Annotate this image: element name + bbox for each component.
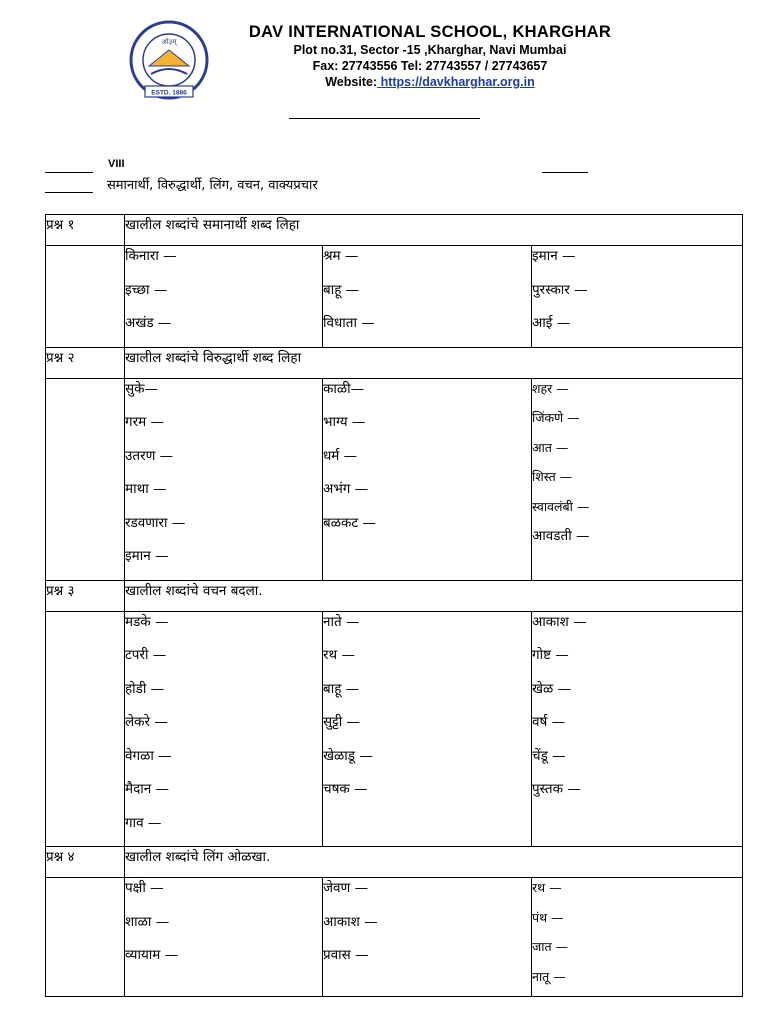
word-item: जिंकणे — [532, 410, 580, 425]
blank-line-roll [542, 172, 588, 173]
word-item: स्वावलंबी — [532, 498, 590, 514]
worksheet-topic: समानार्थी, विरुद्धार्थी, लिंग, वचन, वाक्यप्रचार [107, 178, 318, 193]
question-header-row [46, 347, 743, 378]
question-header-row [46, 847, 743, 878]
word-item: काळी— [323, 380, 365, 397]
word-item: बाहू — [323, 680, 360, 697]
word-item: प्रवास — [323, 947, 369, 963]
question-text: खालील शब्दांचे विरुद्धार्थी शब्द लिहा [125, 347, 743, 378]
worksheet-table [45, 214, 743, 997]
word-item: किनारा — [125, 248, 177, 264]
word-item: मडके — [125, 613, 169, 630]
answer-row [46, 611, 743, 847]
title-blank-line [289, 118, 480, 119]
question-number: प्रश्न ३ [46, 580, 125, 611]
answer-row [46, 378, 743, 580]
word-item: आत — [532, 439, 569, 455]
word-item: रथ — [532, 880, 562, 895]
word-item: गरम — [125, 414, 164, 430]
question-header-row [46, 215, 743, 246]
word-item: आकाश — [532, 613, 587, 630]
empty-number-cell [46, 246, 125, 348]
question-text: खालील शब्दांचे समानार्थी शब्द लिहा [125, 215, 743, 246]
word-item: रथ — [323, 647, 355, 663]
word-item: होडी — [125, 680, 165, 697]
word-item: वर्ष — [532, 714, 566, 730]
answer-cell-col3 [532, 378, 743, 580]
website-link[interactable]: https://davkharghar.org.in [377, 75, 535, 89]
word-item: भाग्य — [323, 414, 366, 430]
word-item: रडवणारा — [125, 514, 186, 531]
word-item: सुट्टी — [323, 714, 361, 730]
website-label: Website: [325, 75, 378, 89]
word-item: टपरी — [125, 647, 167, 663]
question-number: प्रश्न ४ [46, 847, 125, 878]
blank-line-name [45, 172, 93, 173]
answer-cell-col3 [532, 611, 743, 847]
word-item: सुके— [125, 380, 158, 397]
word-item: आई — [532, 315, 571, 331]
word-item: व्यायाम — [125, 947, 179, 963]
answer-cell-col1 [125, 878, 323, 997]
answer-cell-col3 [532, 878, 743, 997]
word-item: बळकट — [323, 514, 376, 531]
empty-number-cell [46, 378, 125, 580]
word-item: जात — [532, 939, 569, 954]
class-label: VIII [108, 158, 125, 170]
word-item: इमान — [532, 248, 576, 264]
word-item: नातू — [532, 968, 566, 984]
word-item: जेवण — [323, 880, 369, 896]
school-header [0, 0, 768, 110]
question-header-row [46, 580, 743, 611]
question-text: खालील शब्दांचे वचन बदला. [125, 580, 743, 611]
word-item: श्रम — [323, 248, 359, 264]
school-website-line [210, 74, 650, 90]
word-item: गाव — [125, 814, 162, 831]
word-item: शाळा — [125, 913, 170, 930]
word-item: पुस्तक — [532, 781, 581, 797]
word-item: शिस्त — [532, 469, 573, 484]
word-item: अभंग — [323, 481, 369, 497]
word-item: वेगळा — [125, 747, 172, 764]
word-item: खेळाडू — [323, 747, 373, 764]
word-item: उतरण — [125, 447, 174, 464]
word-item: इच्छा — [125, 281, 168, 298]
school-contact: Fax: 27743556 Tel: 27743557 / 27743657 [312, 59, 548, 73]
logo-center-text: ओ३म् [161, 38, 177, 46]
word-item: अखंड — [125, 315, 172, 331]
word-item: नाते — [323, 613, 360, 630]
answer-cell-col2 [323, 246, 532, 348]
word-item: पुरस्कार — [532, 281, 588, 298]
word-item: माथा — [125, 481, 167, 497]
empty-number-cell [46, 611, 125, 847]
word-item: आकाश — [323, 913, 378, 930]
word-item: चेंडू — [532, 747, 566, 764]
word-item: धर्म — [323, 447, 358, 464]
word-item: खेळ — [532, 680, 572, 697]
school-name: DAV INTERNATIONAL SCHOOL, KHARGHAR [248, 23, 612, 41]
empty-number-cell [46, 878, 125, 997]
question-text: खालील शब्दांचे लिंग ओळखा. [125, 847, 743, 878]
word-item: इमान — [125, 548, 169, 564]
answer-cell-col2 [323, 611, 532, 847]
school-logo [127, 20, 211, 102]
word-item: शहर — [532, 380, 569, 396]
answer-cell-col1 [125, 378, 323, 580]
word-item: विधाता — [323, 315, 375, 331]
answer-cell-col3 [532, 246, 743, 348]
blank-line-date [45, 192, 93, 193]
word-item: पंथ — [532, 909, 564, 925]
question-number: प्रश्न १ [46, 215, 125, 246]
word-item: मैदान — [125, 781, 170, 797]
answer-cell-col1 [125, 246, 323, 348]
answer-row [46, 878, 743, 997]
answer-cell-col1 [125, 611, 323, 847]
word-item: लेकरे — [125, 714, 168, 730]
word-item: चषक — [323, 781, 368, 797]
answer-cell-col2 [323, 378, 532, 580]
answer-row [46, 246, 743, 348]
header-text-block [210, 22, 650, 90]
logo-estd-text: ESTD. 1886 [151, 89, 187, 97]
school-address: Plot no.31, Sector -15 ,Kharghar, Navi Mumbai [293, 43, 567, 57]
answer-cell-col2 [323, 878, 532, 997]
word-item: गोष्ट — [532, 647, 569, 663]
word-item: आवडती — [532, 528, 590, 544]
question-number: प्रश्न २ [46, 347, 125, 378]
word-item: पक्षी — [125, 880, 164, 896]
word-item: बाहू — [323, 281, 360, 298]
